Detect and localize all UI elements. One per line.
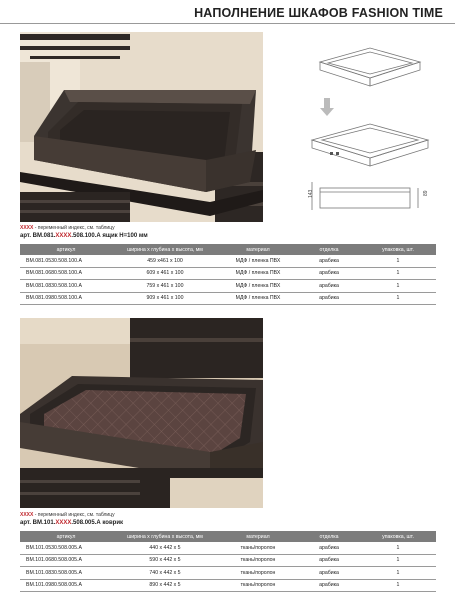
table-cell: ВМ.101.0530.508.005.А bbox=[20, 542, 112, 554]
table-header-row bbox=[20, 531, 436, 542]
table-cell: ВМ.081.0680.508.100.А bbox=[20, 267, 112, 280]
table-cell: 1 bbox=[360, 292, 436, 305]
table-cell: ткань/поролон bbox=[218, 542, 298, 554]
page-header bbox=[0, 0, 455, 26]
table-cell: 759 х 461 х 100 bbox=[112, 280, 218, 293]
column-header: ширина х глубина х высота, мм bbox=[112, 531, 218, 542]
table-header-row bbox=[20, 244, 436, 255]
table-cell: 1 bbox=[360, 267, 436, 280]
dimension-height: 143 bbox=[308, 189, 314, 198]
table-row bbox=[20, 292, 436, 305]
table-cell: арабика bbox=[298, 292, 360, 305]
column-header: ширина х глубина х высота, мм bbox=[112, 244, 218, 255]
drawer-spec-table bbox=[20, 244, 436, 305]
drawer-technical-drawing bbox=[290, 40, 440, 220]
table-row bbox=[20, 280, 436, 293]
drawer-photo bbox=[20, 32, 263, 222]
table-cell: арабика bbox=[298, 579, 360, 592]
table-cell: ткань/поролон bbox=[218, 554, 298, 567]
table-row bbox=[20, 255, 436, 267]
column-header: отделка bbox=[298, 531, 360, 542]
column-header: артикул bbox=[20, 531, 112, 542]
dimension-small: 89 bbox=[423, 190, 429, 196]
table-cell: МДФ / пленка ПВХ bbox=[218, 255, 298, 267]
table-cell: арабика bbox=[298, 554, 360, 567]
table-cell: ВМ.101.0680.508.005.А bbox=[20, 554, 112, 567]
table-cell: 1 bbox=[360, 579, 436, 592]
table-cell: ВМ.081.0980.508.100.А bbox=[20, 292, 112, 305]
header-divider bbox=[0, 23, 455, 24]
table-cell: арабика bbox=[298, 280, 360, 293]
column-header: артикул bbox=[20, 244, 112, 255]
table-row bbox=[20, 579, 436, 592]
table-cell: арабика bbox=[298, 267, 360, 280]
column-header: упаковка, шт. bbox=[360, 531, 436, 542]
table-cell: ткань/поролон bbox=[218, 567, 298, 580]
mat-photo bbox=[20, 318, 263, 508]
mat-spec-table bbox=[20, 531, 436, 592]
table-cell: 740 х 442 х 5 bbox=[112, 567, 218, 580]
table-cell: ВМ.081.0830.508.100.А bbox=[20, 280, 112, 293]
table-cell: 1 bbox=[360, 542, 436, 554]
table-cell: ткань/поролон bbox=[218, 579, 298, 592]
table-row bbox=[20, 554, 436, 567]
table-cell: ВМ.101.0980.508.005.А bbox=[20, 579, 112, 592]
table-cell: 909 х 461 х 100 bbox=[112, 292, 218, 305]
table-cell: 1 bbox=[360, 280, 436, 293]
table-cell: ВМ.101.0830.508.005.А bbox=[20, 567, 112, 580]
article-number-mat: арт. ВМ.101.XXXX.508.005.А коврик bbox=[20, 520, 124, 526]
table-cell: арабика bbox=[298, 567, 360, 580]
table-cell: 1 bbox=[360, 255, 436, 267]
caption-variable-index-2: XXXX - переменный индекс, см. таблицу bbox=[20, 512, 115, 518]
table-cell: 459 х461 х 100 bbox=[112, 255, 218, 267]
table-cell: 590 х 442 х 5 bbox=[112, 554, 218, 567]
table-cell: МДФ / пленка ПВХ bbox=[218, 267, 298, 280]
article-number-drawer: арт. ВМ.081.XXXX.508.100.А ящик Н=100 мм bbox=[20, 233, 148, 239]
table-row bbox=[20, 267, 436, 280]
table-cell: 609 х 461 х 100 bbox=[112, 267, 218, 280]
column-header: отделка bbox=[298, 244, 360, 255]
table-cell: МДФ / пленка ПВХ bbox=[218, 292, 298, 305]
column-header: материал bbox=[218, 531, 298, 542]
page-title: НАПОЛНЕНИЕ ШКАФОВ FASHION TIME bbox=[194, 6, 443, 20]
table-row bbox=[20, 542, 436, 554]
table-cell: 440 х 442 х 5 bbox=[112, 542, 218, 554]
table-cell: ВМ.081.0530.508.100.А bbox=[20, 255, 112, 267]
table-cell: 1 bbox=[360, 567, 436, 580]
table-cell: арабика bbox=[298, 255, 360, 267]
table-cell: 890 х 442 х 5 bbox=[112, 579, 218, 592]
column-header: упаковка, шт. bbox=[360, 244, 436, 255]
table-row bbox=[20, 567, 436, 580]
table-cell: 1 bbox=[360, 554, 436, 567]
table-cell: МДФ / пленка ПВХ bbox=[218, 280, 298, 293]
table-cell: арабика bbox=[298, 542, 360, 554]
column-header: материал bbox=[218, 244, 298, 255]
caption-variable-index: XXXX - переменный индекс, см. таблицу bbox=[20, 225, 115, 231]
